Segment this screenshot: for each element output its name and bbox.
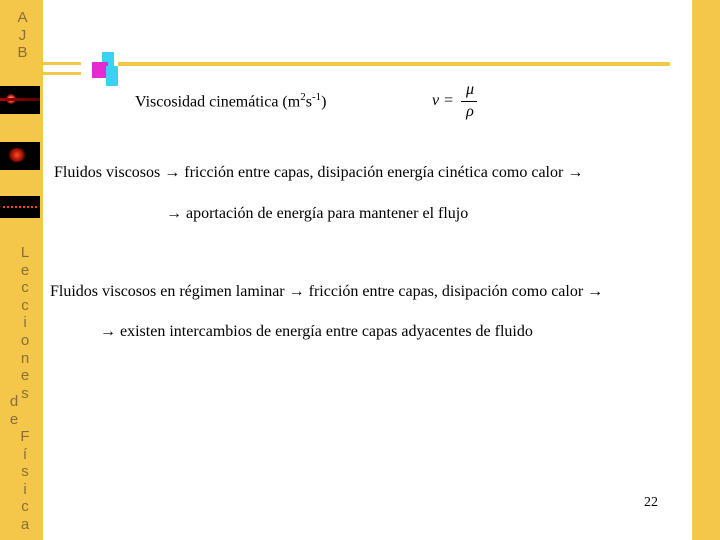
sidebar-photo-spectrum [0, 196, 40, 218]
page-number: 22 [644, 495, 658, 510]
sidebar-de [4, 393, 24, 428]
sidebar-photo-laser [0, 86, 40, 114]
body-line-1: Fluidos viscosos → fricción entre capas, disipación energía cinética como calor → [54, 164, 584, 181]
formula-numerator: μ [465, 81, 475, 98]
formula-denominator: ρ [466, 103, 474, 120]
title-text: Viscosidad cinemática (m [135, 93, 301, 111]
sidebar-letter: c [21, 498, 29, 516]
top-rule-left [43, 62, 81, 65]
sidebar-letter: e [9, 410, 19, 428]
sidebar-fisica [10, 428, 40, 534]
body-line-3: Fluidos viscosos en régimen laminar → fricción entre capas, disipación como calor → [50, 283, 604, 300]
sidebar-letter: F [20, 428, 30, 445]
sidebar-letter: i [23, 314, 27, 332]
sidebar-letter: B [17, 44, 28, 62]
sidebar-ajb [0, 9, 43, 62]
title-text-mid: s [305, 93, 312, 111]
top-rule-left-lower [43, 72, 81, 75]
sidebar-letter: s [21, 463, 29, 481]
body-line-2: → aportación de energía para mantener el flujo [166, 205, 469, 222]
body-line-4: → existen intercambios de energía entre capas adyacentes de fluido [100, 323, 533, 340]
slide-title [135, 91, 326, 111]
sidebar-letter: e [20, 367, 30, 385]
sidebar-lecciones [10, 244, 40, 402]
sidebar-letter: A [17, 9, 28, 26]
sidebar-photo-red-glow [0, 142, 40, 170]
logo-cyan-square-lower [106, 66, 118, 86]
title-text-end: ) [321, 93, 327, 111]
sidebar-letter: e [20, 261, 30, 279]
formula-lhs: ν = [432, 92, 454, 109]
sidebar-letter: a [20, 515, 30, 533]
sidebar-letter: c [21, 279, 29, 297]
sidebar-letter: L [20, 244, 30, 261]
formula-fraction-bar [461, 101, 477, 102]
sidebar-letter: s [21, 384, 29, 402]
sidebar-letter: i [23, 480, 27, 498]
sidebar-letter: í [22, 445, 28, 463]
sidebar-letter: J [18, 26, 27, 44]
sidebar-letter: n [20, 349, 30, 367]
right-accent-band [692, 0, 720, 540]
sidebar-letter: c [21, 296, 29, 314]
sidebar-letter: o [20, 331, 30, 349]
title-superscript: -1 [311, 91, 322, 103]
top-rule-right [118, 62, 670, 66]
title-superscript: 2 [300, 91, 306, 103]
sidebar-letter: d [9, 393, 19, 410]
